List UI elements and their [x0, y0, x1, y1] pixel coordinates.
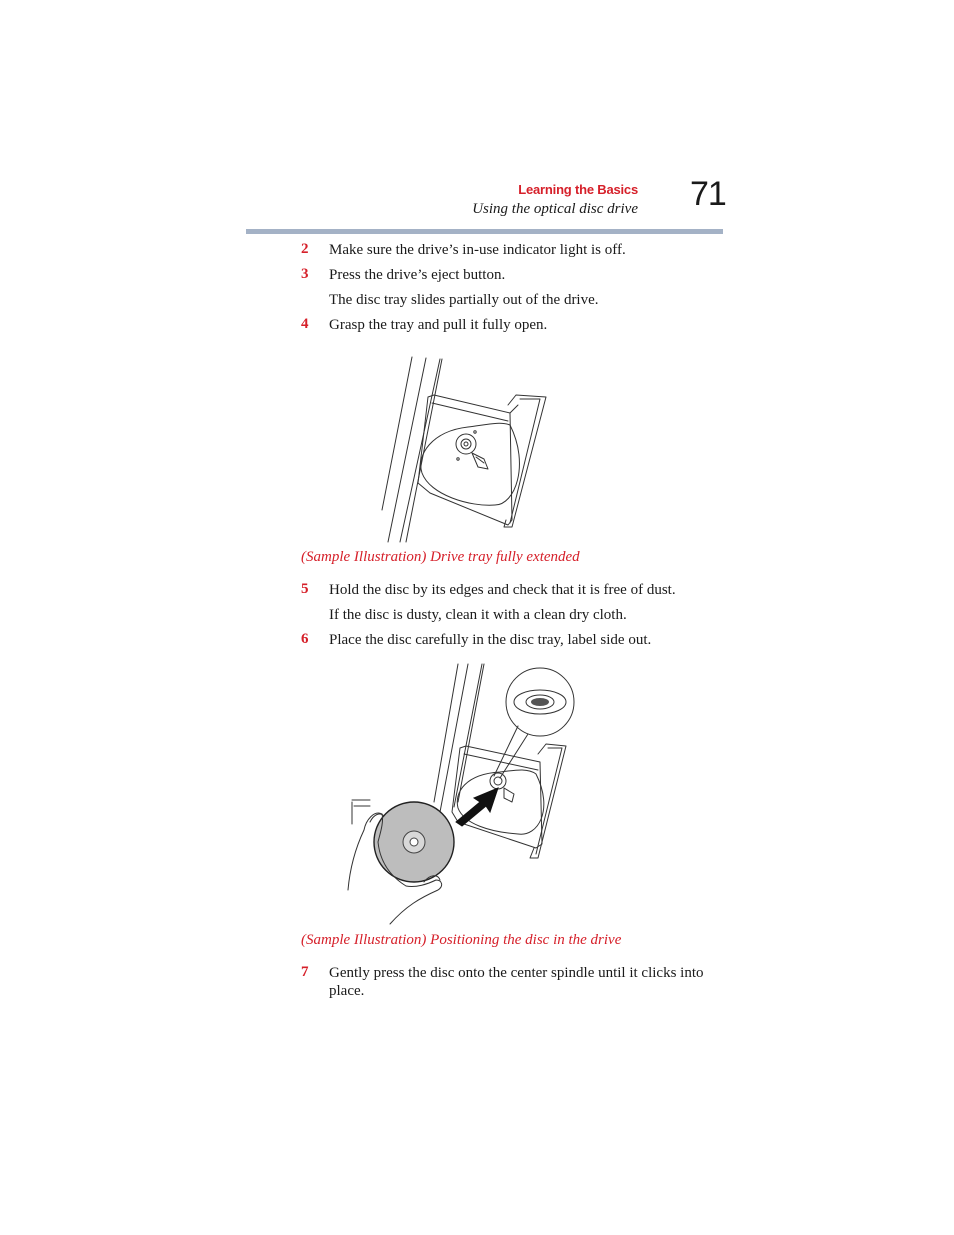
step-number: 6 — [301, 631, 309, 647]
step-number: 3 — [301, 266, 309, 282]
section-title: Using the optical disc drive — [472, 201, 638, 217]
step-number: 4 — [301, 316, 309, 332]
figure-caption: (Sample Illustration) Positioning the disc in the drive — [301, 932, 622, 948]
header-rule — [246, 229, 723, 234]
step-text: Gently press the disc onto the center spindle until it clicks into place. — [329, 965, 704, 999]
step-text: Place the disc carefully in the disc tray, label side out. — [329, 632, 652, 648]
step-text: Make sure the drive’s in-use indicator light is off. — [329, 242, 626, 258]
page-number: 71 — [690, 175, 726, 213]
drive-tray-illustration — [370, 355, 555, 545]
step-text: Hold the disc by its edges and check that it is free of dust. — [329, 582, 676, 598]
disc-positioning-illustration — [340, 662, 590, 927]
step-text: Press the drive’s eject button. — [329, 267, 506, 283]
figure-caption: (Sample Illustration) Drive tray fully extended — [301, 549, 580, 565]
step-text: Grasp the tray and pull it fully open. — [329, 317, 548, 333]
chapter-title: Learning the Basics — [518, 182, 638, 197]
step-note: The disc tray slides partially out of the drive. — [329, 292, 599, 308]
step-note: If the disc is dusty, clean it with a clean dry cloth. — [329, 607, 627, 623]
step-number: 5 — [301, 581, 309, 597]
step-number: 2 — [301, 241, 309, 257]
step-number: 7 — [301, 964, 309, 980]
